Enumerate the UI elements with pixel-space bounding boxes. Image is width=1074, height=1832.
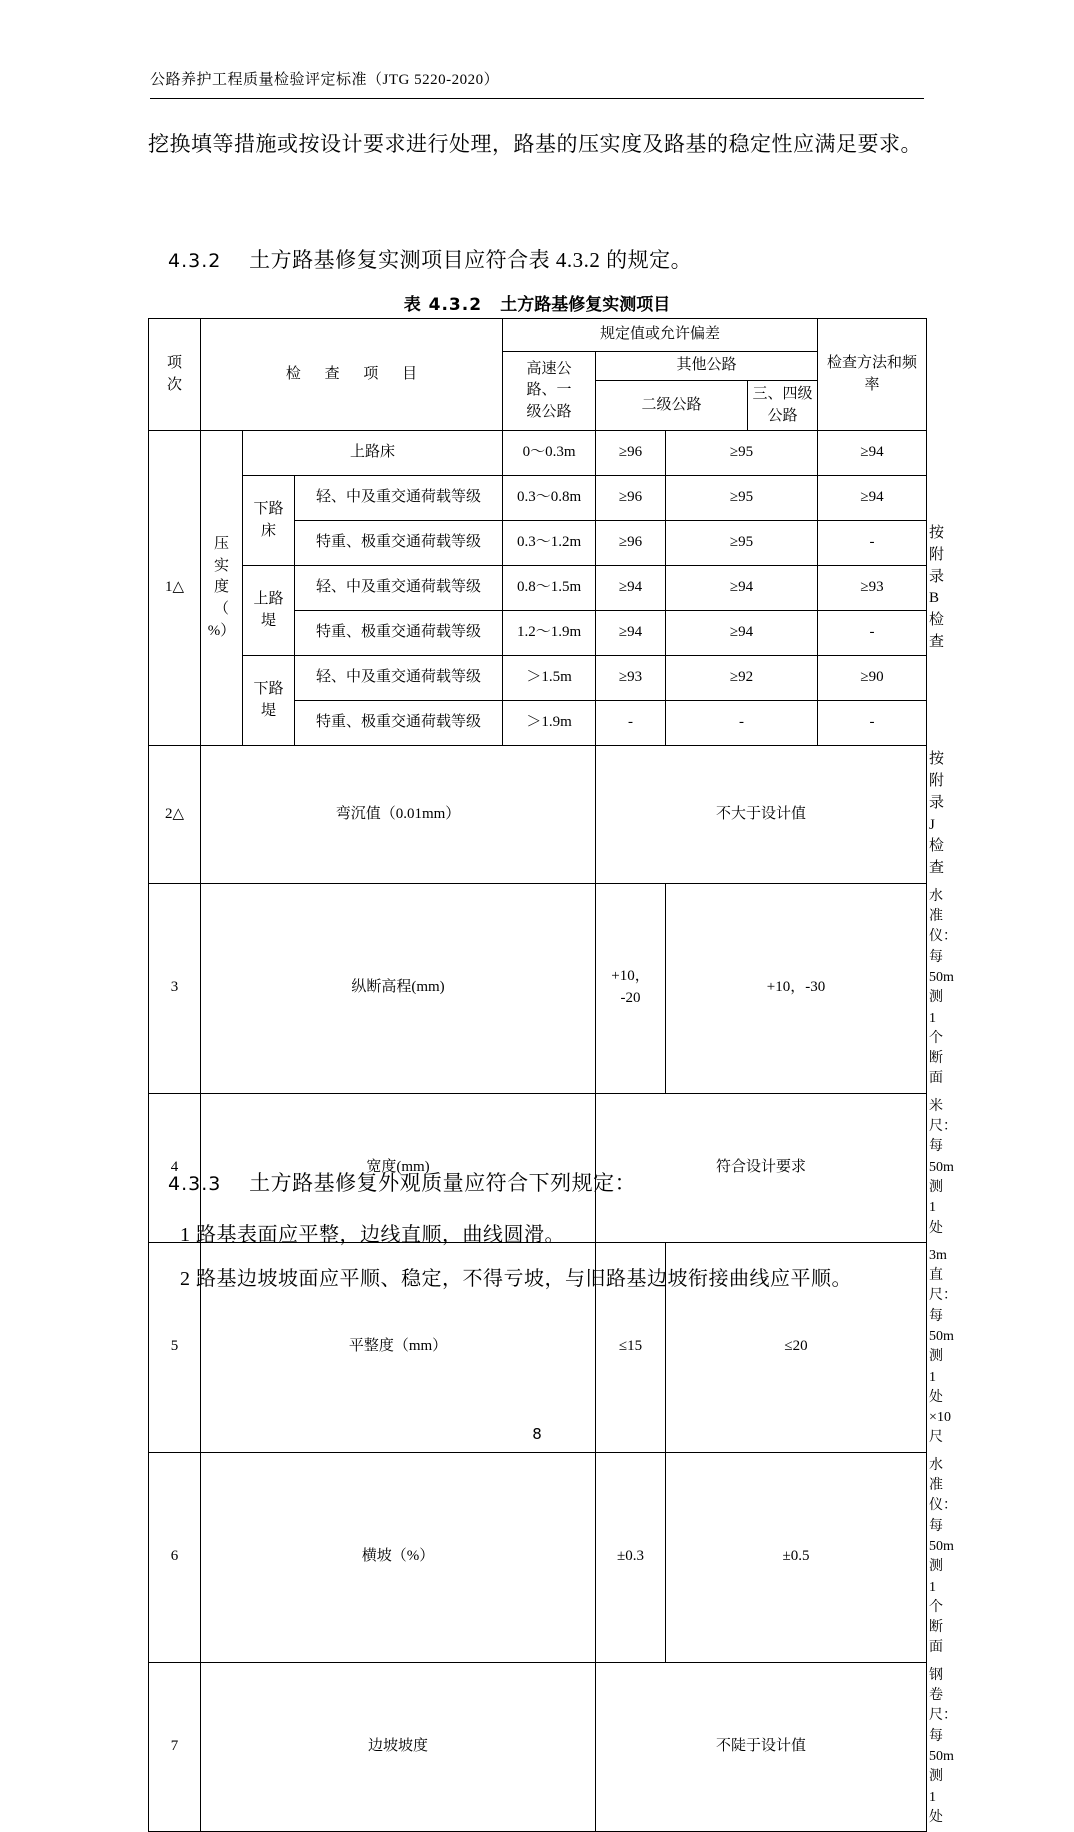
th-other-highway: 其他公路 <box>596 352 818 381</box>
clause-4-3-3-number: 4.3.3 <box>168 1173 222 1195</box>
cell-v2-6: ≥92 <box>666 656 818 701</box>
cell-v1-3: ≥96 <box>596 521 666 566</box>
cell-item-deflection: 弯沉值（0.01mm） <box>201 746 596 884</box>
cell-v1-6: ≥93 <box>596 656 666 701</box>
group-lower-bed: 下路 床 <box>243 476 295 566</box>
table-row: 4 宽度(mm) 符合设计要求 米尺： 每 50m 测 1 处 <box>149 1093 927 1242</box>
cell-item-2: 轻、中及重交通荷载等级 <box>295 476 503 521</box>
cell-item-5: 特重、极重交通荷载等级 <box>295 611 503 656</box>
cell-v1-elevation: +10， -20 <box>596 883 666 1093</box>
th-grade-2: 二级公路 <box>596 380 748 431</box>
intro-paragraph: 挖换填等措施或按设计要求进行处理，路基的压实度及路基的稳定性应满足要求。 <box>148 132 922 156</box>
table-row <box>149 656 927 701</box>
table-row: 5 平整度（mm） ≤15 ≤20 3m 直尺： 每 50m 测 1 处×10 尺 <box>149 1242 927 1452</box>
cell-depth-5: 1.2～1.9m <box>503 611 596 656</box>
cell-item-4: 轻、中及重交通荷载等级 <box>295 566 503 611</box>
row-no-4: 4 <box>149 1093 201 1242</box>
cell-value-width: 符合设计要求 <box>596 1093 927 1242</box>
row-no-5: 5 <box>149 1242 201 1452</box>
cell-v1-7: - <box>596 701 666 746</box>
running-header: 公路养护工程质量检验评定标准（JTG 5220-2020） <box>150 72 500 88</box>
th-grade-34: 三、四级 公路 <box>748 380 818 431</box>
cell-depth-1: 0～0.3m <box>503 431 596 476</box>
cell-item-3: 特重、极重交通荷载等级 <box>295 521 503 566</box>
table-row: 2△ 弯沉值（0.01mm） 不大于设计值 按附录 J 检查 <box>149 746 927 884</box>
cell-item-7: 特重、极重交通荷载等级 <box>295 701 503 746</box>
group-upper-embankment: 上路 堤 <box>243 566 295 656</box>
table-caption-number: 表 4.3.2 <box>403 295 483 315</box>
cell-vrest-flatness: ≤20 <box>666 1242 927 1452</box>
row-no-2: 2△ <box>149 746 201 884</box>
cell-v3-6: ≥90 <box>818 656 927 701</box>
cell-v2-4: ≥94 <box>666 566 818 611</box>
table-row <box>149 566 927 611</box>
spec-table <box>148 318 958 1832</box>
cell-v1-flatness: ≤15 <box>596 1242 666 1452</box>
cell-v3-2: ≥94 <box>818 476 927 521</box>
cell-v1-1: ≥96 <box>596 431 666 476</box>
clause-4-3-3-item-1: 1 路基表面应平整，边线直顺，曲线圆滑。 <box>180 1224 565 1246</box>
cell-item-6: 轻、中及重交通荷载等级 <box>295 656 503 701</box>
cell-v1-4: ≥94 <box>596 566 666 611</box>
row-no-1: 1△ <box>149 431 201 746</box>
cell-v2-5: ≥94 <box>666 611 818 656</box>
table-header-row-1 <box>149 319 927 352</box>
th-express-highway: 高速公 路、一 级公路 <box>503 352 596 431</box>
th-inspection-item: 检 查 项 目 <box>201 319 503 431</box>
cell-item-crossslope: 横坡（%） <box>201 1452 596 1662</box>
table-row: 3 纵断高程(mm) +10， -20 +10，-30 水准仪：每 50m 测 1 个断面 <box>149 883 927 1093</box>
cell-v3-4: ≥93 <box>818 566 927 611</box>
cell-v2-3: ≥95 <box>666 521 818 566</box>
cell-depth-3: 0.3～1.2m <box>503 521 596 566</box>
cell-depth-4: 0.8～1.5m <box>503 566 596 611</box>
table-row <box>149 476 927 521</box>
row-no-7: 7 <box>149 1662 201 1831</box>
cell-value-deflection: 不大于设计值 <box>596 746 927 884</box>
page-number: 8 <box>532 1425 542 1443</box>
table-row: 6 横坡（%） ±0.3 ±0.5 水准仪：每 50m 测 1 个断面 <box>149 1452 927 1662</box>
cell-v2-2: ≥95 <box>666 476 818 521</box>
cell-v3-3: - <box>818 521 927 566</box>
cell-depth-6: ＞1.5m <box>503 656 596 701</box>
cell-v3-1: ≥94 <box>818 431 927 476</box>
clause-4-3-3-item-2: 2 路基边坡坡面应平顺、稳定，不得亏坡，与旧路基边坡衔接曲线应平顺。 <box>180 1268 852 1290</box>
th-spec-value: 规定值或允许偏差 <box>503 319 818 352</box>
cell-vrest-crossslope: ±0.5 <box>666 1452 927 1662</box>
cell-depth-2: 0.3～0.8m <box>503 476 596 521</box>
cell-value-sideslope: 不陡于设计值 <box>596 1662 927 1831</box>
table-row: 7 边坡坡度 不陡于设计值 钢卷尺：每 50m 测 1 处 <box>149 1662 927 1831</box>
cell-v1-2: ≥96 <box>596 476 666 521</box>
th-item-no: 项 次 <box>149 319 201 431</box>
cell-item-width: 宽度(mm) <box>201 1093 596 1242</box>
cell-vrest-elevation: +10，-30 <box>666 883 927 1093</box>
group-compaction: 压 实 度 （ %） <box>201 431 243 746</box>
cell-v1-crossslope: ±0.3 <box>596 1452 666 1662</box>
th-method: 检查方法和频 率 <box>818 319 927 431</box>
cell-depth-7: ＞1.9m <box>503 701 596 746</box>
row-no-3: 3 <box>149 883 201 1093</box>
cell-item-elevation: 纵断高程(mm) <box>201 883 596 1093</box>
cell-item-sideslope: 边坡坡度 <box>201 1662 596 1831</box>
table-row: 1△ 压 实 度 （ %） 上路床 0～0.3m ≥96 ≥95 ≥94 按附录 B 检查 <box>149 431 927 476</box>
cell-item-flatness: 平整度（mm） <box>201 1242 596 1452</box>
clause-4-3-3 <box>168 1166 928 1201</box>
cell-v2-7: - <box>666 701 818 746</box>
clause-4-3-2-text: 土方路基修复实测项目应符合表 4.3.2 的规定。 <box>249 248 693 272</box>
cell-v3-7: - <box>818 701 927 746</box>
table-caption <box>150 290 924 315</box>
row-no-6: 6 <box>149 1452 201 1662</box>
cell-v2-1: ≥95 <box>666 431 818 476</box>
cell-v1-5: ≥94 <box>596 611 666 656</box>
table-caption-title: 土方路基修复实测项目 <box>500 295 671 314</box>
clause-4-3-2-number: 4.3.2 <box>168 250 222 272</box>
header-divider <box>150 98 924 99</box>
cell-item-upper-bed: 上路床 <box>243 431 503 476</box>
clause-4-3-2 <box>168 243 928 278</box>
group-lower-embankment: 下路 堤 <box>243 656 295 746</box>
clause-4-3-3-text: 土方路基修复外观质量应符合下列规定： <box>249 1171 637 1195</box>
cell-v3-5: - <box>818 611 927 656</box>
